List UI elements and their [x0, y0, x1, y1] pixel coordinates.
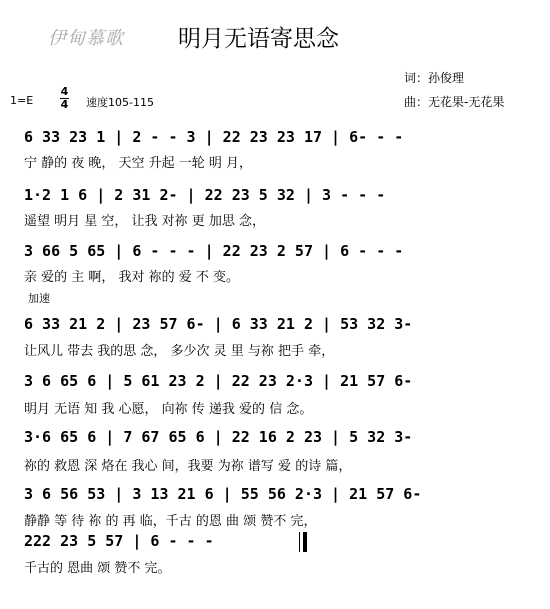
time-signature-bottom: 4	[60, 98, 69, 111]
notation-line-8: 222 23 5 57 | 6 - - -	[24, 532, 214, 550]
lyrics-line-5: 明月 无语 知 我 心愿， 向祢 传 递我 爱的 信 念。	[24, 402, 313, 417]
lyricist-credit: 词：孙俊理	[404, 71, 465, 85]
notation-line-5: 3 6 65 6 | 5 61 23 2 | 22 23 2·3 | 21 57 6-	[24, 372, 413, 390]
time-signature	[60, 86, 69, 110]
lyrics-line-6: 祢的 救恩 深 烙在 我心 间，我要 为祢 谱写 爱 的诗 篇，	[24, 459, 352, 474]
lyrics-line-8: 千古的 恩曲 颂 赞不 完。	[24, 561, 171, 576]
notation-line-4: 6 33 21 2 | 23 57 6- | 6 33 21 2 | 53 32 3-	[24, 315, 413, 333]
accelerando-marking: 加速	[28, 292, 50, 305]
notation-line-7: 3 6 56 53 | 3 13 21 6 | 55 56 2·3 | 21 57 6-	[24, 485, 422, 503]
thin-barline	[299, 532, 300, 552]
watermark: 伊甸慕歌	[48, 28, 124, 49]
notation-line-2: 1·2 1 6 | 2 31 2- | 22 23 5 32 | 3 - - -	[24, 186, 386, 204]
lyrics-line-1: 宁 静的 夜 晚， 天空 升起 一轮 明 月，	[24, 156, 253, 171]
notation-line-3: 3 66 5 65 | 6 - - - | 22 23 2 57 | 6 - - -	[24, 242, 404, 260]
tempo-marking: 速度105-115	[86, 96, 154, 109]
final-barline	[303, 532, 307, 552]
lyrics-line-2: 遥望 明月 星 空， 让我 对祢 更 加思 念，	[24, 214, 266, 229]
key-signature: 1=E	[10, 94, 34, 107]
time-signature-top: 4	[60, 85, 69, 98]
lyrics-line-4: 让风儿 带去 我的思 念， 多少次 灵 里 与祢 把手 牵，	[24, 344, 335, 359]
composer-credit: 曲：无花果-无花果	[404, 95, 505, 109]
notation-line-6: 3·6 65 6 | 7 67 65 6 | 22 16 2 23 | 5 32 3-	[24, 428, 413, 446]
song-title: 明月无语寄思念	[178, 26, 339, 52]
lyrics-line-7: 静静 等 待 祢 的 再 临，千古 的恩 曲 颂 赞不 完，	[24, 514, 317, 529]
lyrics-line-3: 亲 爱的 主 啊， 我对 祢的 爱 不 变。	[24, 270, 240, 285]
notation-line-1: 6 33 23 1 | 2 - - 3 | 22 23 23 17 | 6- - -	[24, 128, 404, 146]
